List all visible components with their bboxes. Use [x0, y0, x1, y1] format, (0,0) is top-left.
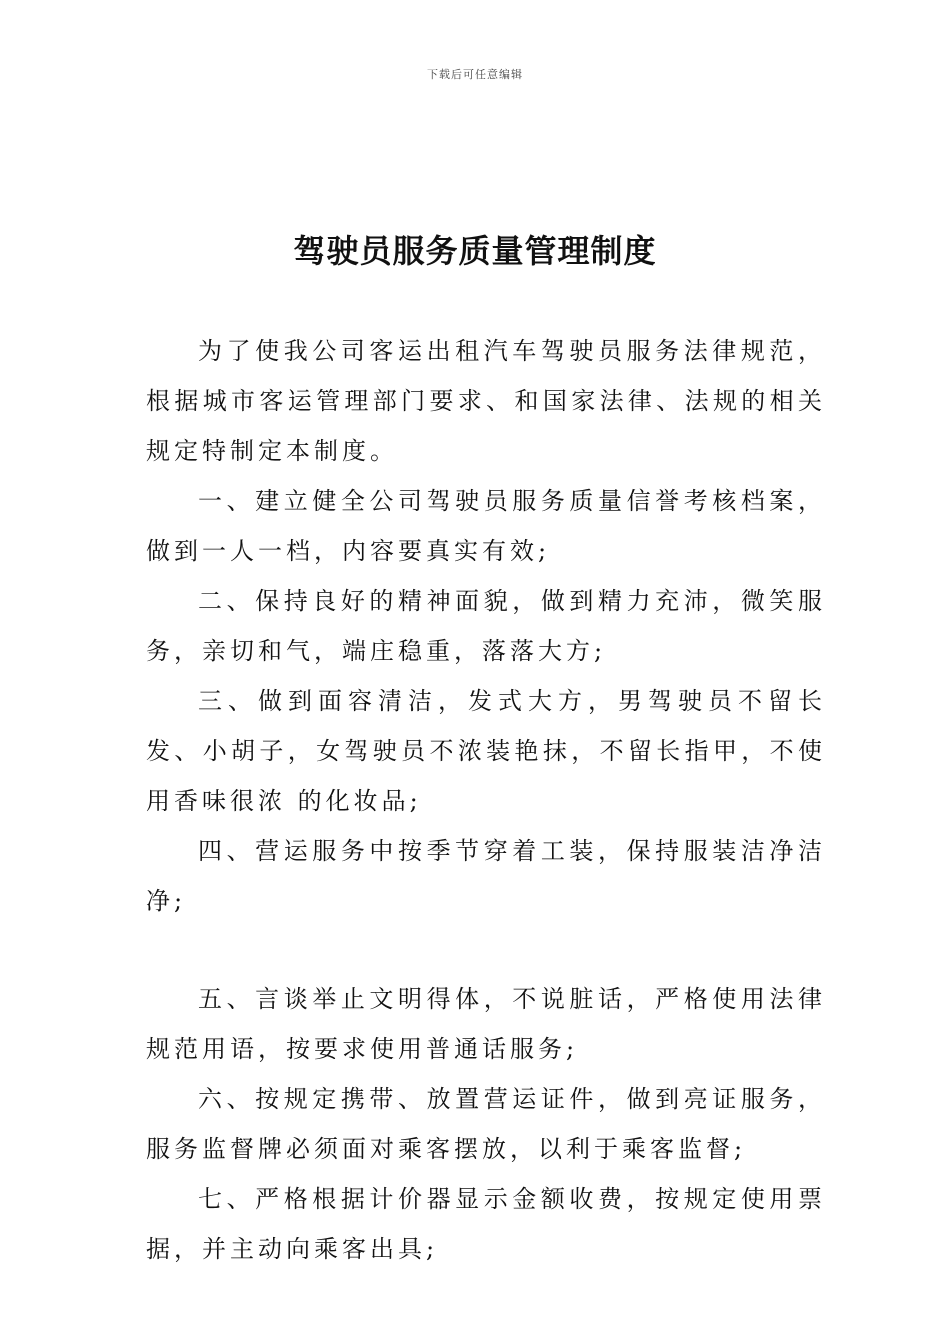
- paragraph-item-5: 五、言谈举止文明得体，不说脏话，严格使用法律规范用语，按要求使用普通话服务;: [146, 985, 826, 1063]
- page-header-note: 下载后可任意编辑: [427, 68, 523, 81]
- document-title: 驾驶员服务质量管理制度: [293, 232, 657, 270]
- document-body: [146, 326, 826, 1274]
- paragraph-item-2: 二、保持良好的精神面貌，做到精力充沛，微笑服务，亲切和气，端庄稳重，落落大方;: [146, 587, 826, 665]
- paragraph-item-3: 三、做到面容清洁，发式大方，男驾驶员不留长发、小胡子，女驾驶员不浓装艳抹，不留长指甲，不使用香味很浓 的化妆品;: [146, 687, 826, 815]
- paragraph-item-7: 七、严格根据计价器显示金额收费，按规定使用票据，并主动向乘客出具;: [146, 1185, 826, 1263]
- paragraph-intro: 为了使我公司客运出租汽车驾驶员服务法律规范，根据城市客运管理部门要求、和国家法律、法规的相关规定特制定本制度。: [146, 337, 826, 465]
- paragraph-item-4: 四、营运服务中按季节穿着工装，保持服装洁净洁净;: [146, 837, 826, 915]
- paragraph-item-1: 一、建立健全公司驾驶员服务质量信誉考核档案，做到一人一档，内容要真实有效;: [146, 487, 826, 565]
- paragraph-item-6: 六、按规定携带、放置营运证件，做到亮证服务，服务监督牌必须面对乘客摆放，以利于乘客监督;: [146, 1085, 826, 1163]
